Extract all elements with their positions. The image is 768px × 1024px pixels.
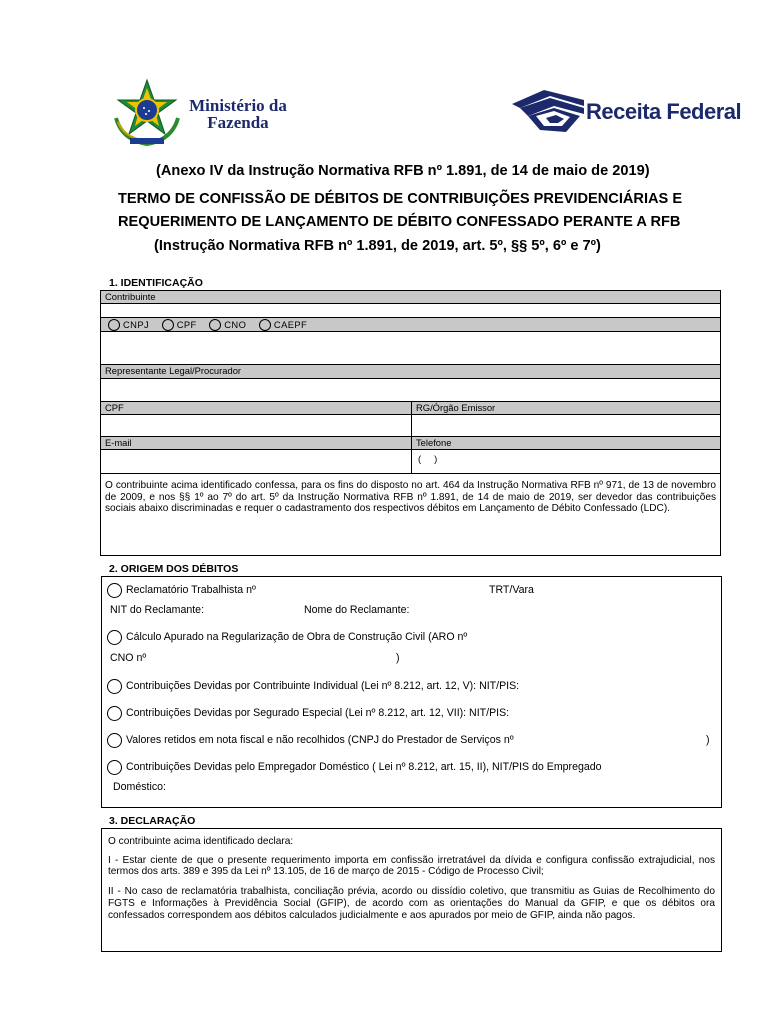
radio-reclamatorio[interactable] xyxy=(107,583,122,598)
email-label: E-mail xyxy=(100,436,412,450)
radio-caepf-label: CAEPF xyxy=(273,318,308,330)
origem-box xyxy=(101,576,722,808)
radio-cpf-label: CPF xyxy=(176,318,197,330)
section2-heading: 2. ORIGEM DOS DÉBITOS xyxy=(109,563,239,575)
radio-cno[interactable] xyxy=(209,319,221,331)
radio-cno-label: CNO xyxy=(224,318,247,330)
valores-label: Valores retidos em nota fiscal e não recolhidos (CNPJ do Prestador de Serviços nº xyxy=(126,734,514,746)
radio-calculo[interactable] xyxy=(107,630,122,645)
main-title-line1: TERMO DE CONFISSÃO DE DÉBITOS DE CONTRIBUIÇÕES PREVIDENCIÁRIAS E xyxy=(118,191,683,207)
annex-title: (Anexo IV da Instrução Normativa RFB nº 1.891, de 14 de maio de 2019) xyxy=(156,163,650,179)
cpf-field[interactable] xyxy=(100,414,412,437)
radio-caepf[interactable] xyxy=(259,319,271,331)
cpf-label: CPF xyxy=(100,401,412,415)
individual-label: Contribuições Devidas por Contribuinte Individual (Lei nº 8.212, art. 12, V): NIT/PIS: xyxy=(126,680,520,692)
domestico-label-2: Doméstico: xyxy=(113,781,166,793)
identification-table xyxy=(100,290,721,556)
ministerio-line1: Ministério da xyxy=(189,96,287,115)
declaracao-box xyxy=(101,828,722,952)
telefone-label: Telefone xyxy=(411,436,721,450)
email-field[interactable] xyxy=(100,449,412,474)
representante-label: Representante Legal/Procurador xyxy=(100,364,721,379)
calculo-label: Cálculo Apurado na Regularização de Obra de Construção Civil (ARO nº xyxy=(126,631,468,643)
radio-cpf[interactable] xyxy=(162,319,174,331)
nome-reclamante-label: Nome do Reclamante: xyxy=(304,604,410,616)
declaracao-item-2: II - No caso de reclamatória trabalhista, conciliação prévia, acordo ou dissídio coletivo, que transmitiu as Guias de Recolhimento do FGTS e Informações à Previdência Social (GFIP), de acordo com as orientações do Manual da GFIP, e que os débitos ora confessados correspondem aos débitos calculados judicialmente e aos apurados por meio de GFIP, ainda não pagos. xyxy=(108,886,715,921)
radio-especial[interactable] xyxy=(107,706,122,721)
nit-reclamante-label: NIT do Reclamante: xyxy=(110,604,205,616)
doc-number-field[interactable] xyxy=(100,331,721,365)
main-title-line2: REQUERIMENTO DE LANÇAMENTO DE DÉBITO CONFESSADO PERANTE A RFB xyxy=(118,214,681,230)
telefone-field[interactable]: ( ) xyxy=(411,449,721,474)
doc-type-row xyxy=(100,317,721,332)
section3-heading: 3. DECLARAÇÃO xyxy=(109,815,196,827)
confession-text: O contribuinte acima identificado confessa, para os fins do disposto no art. 464 da Instrução Normativa RFB nº 971, de 13 de novembro de 2009, e nos §§ 1º ao 7º do art. 5º da Instrução Normativa RFB nº 1.891, de 14 de maio de 2019, ser devedor das contribuições sociais abaixo discriminadas e requer o cadastramento dos respectivos débitos em Lançamento de Débito Confessado (LDC). xyxy=(105,480,716,515)
legal-basis-title: (Instrução Normativa RFB nº 1.891, de 2019, art. 5º, §§ 5º, 6º e 7º) xyxy=(154,238,601,254)
representante-field[interactable] xyxy=(100,378,721,402)
radio-cnpj[interactable] xyxy=(108,319,120,331)
confession-box xyxy=(100,473,721,556)
contribuinte-field[interactable] xyxy=(100,303,721,318)
trt-label: TRT/Vara xyxy=(489,584,534,596)
rg-label: RG/Órgão Emissor xyxy=(411,401,721,415)
radio-valores[interactable] xyxy=(107,733,122,748)
cno-close-paren: ) xyxy=(396,652,400,664)
contribuinte-label: Contribuinte xyxy=(100,290,721,304)
domestico-label: Contribuições Devidas pelo Empregador Doméstico ( Lei nº 8.212, art. 15, II), NIT/PIS do Empregado xyxy=(126,761,602,773)
section1-heading: 1. IDENTIFICAÇÃO xyxy=(109,277,203,289)
valores-close-paren: ) xyxy=(706,734,710,746)
ministerio-line2: Fazenda xyxy=(207,113,269,132)
receita-federal-wordmark: Receita Federal xyxy=(586,99,742,124)
radio-domestico[interactable] xyxy=(107,760,122,775)
radio-individual[interactable] xyxy=(107,679,122,694)
brasao-republica-icon xyxy=(110,78,184,148)
cno-label: CNO nº xyxy=(110,652,147,664)
declaracao-item-1: I - Estar ciente de que o presente requerimento importa em confissão irretratável da dívida e configura confissão extrajudicial, nos termos dos arts. 389 e 395 da Lei nº 13.105, de 16 de março de 2015 - Código de Processo Civil; xyxy=(108,854,715,878)
reclamatorio-label: Reclamatório Trabalhista nº xyxy=(126,584,256,596)
receita-federal-logo-icon xyxy=(510,86,586,136)
rg-field[interactable] xyxy=(411,414,721,437)
especial-label: Contribuições Devidas por Segurado Especial (Lei nº 8.212, art. 12, VII): NIT/PIS: xyxy=(126,707,510,719)
declaracao-intro: O contribuinte acima identificado declara: xyxy=(108,836,294,847)
radio-cnpj-label: CNPJ xyxy=(123,318,150,330)
